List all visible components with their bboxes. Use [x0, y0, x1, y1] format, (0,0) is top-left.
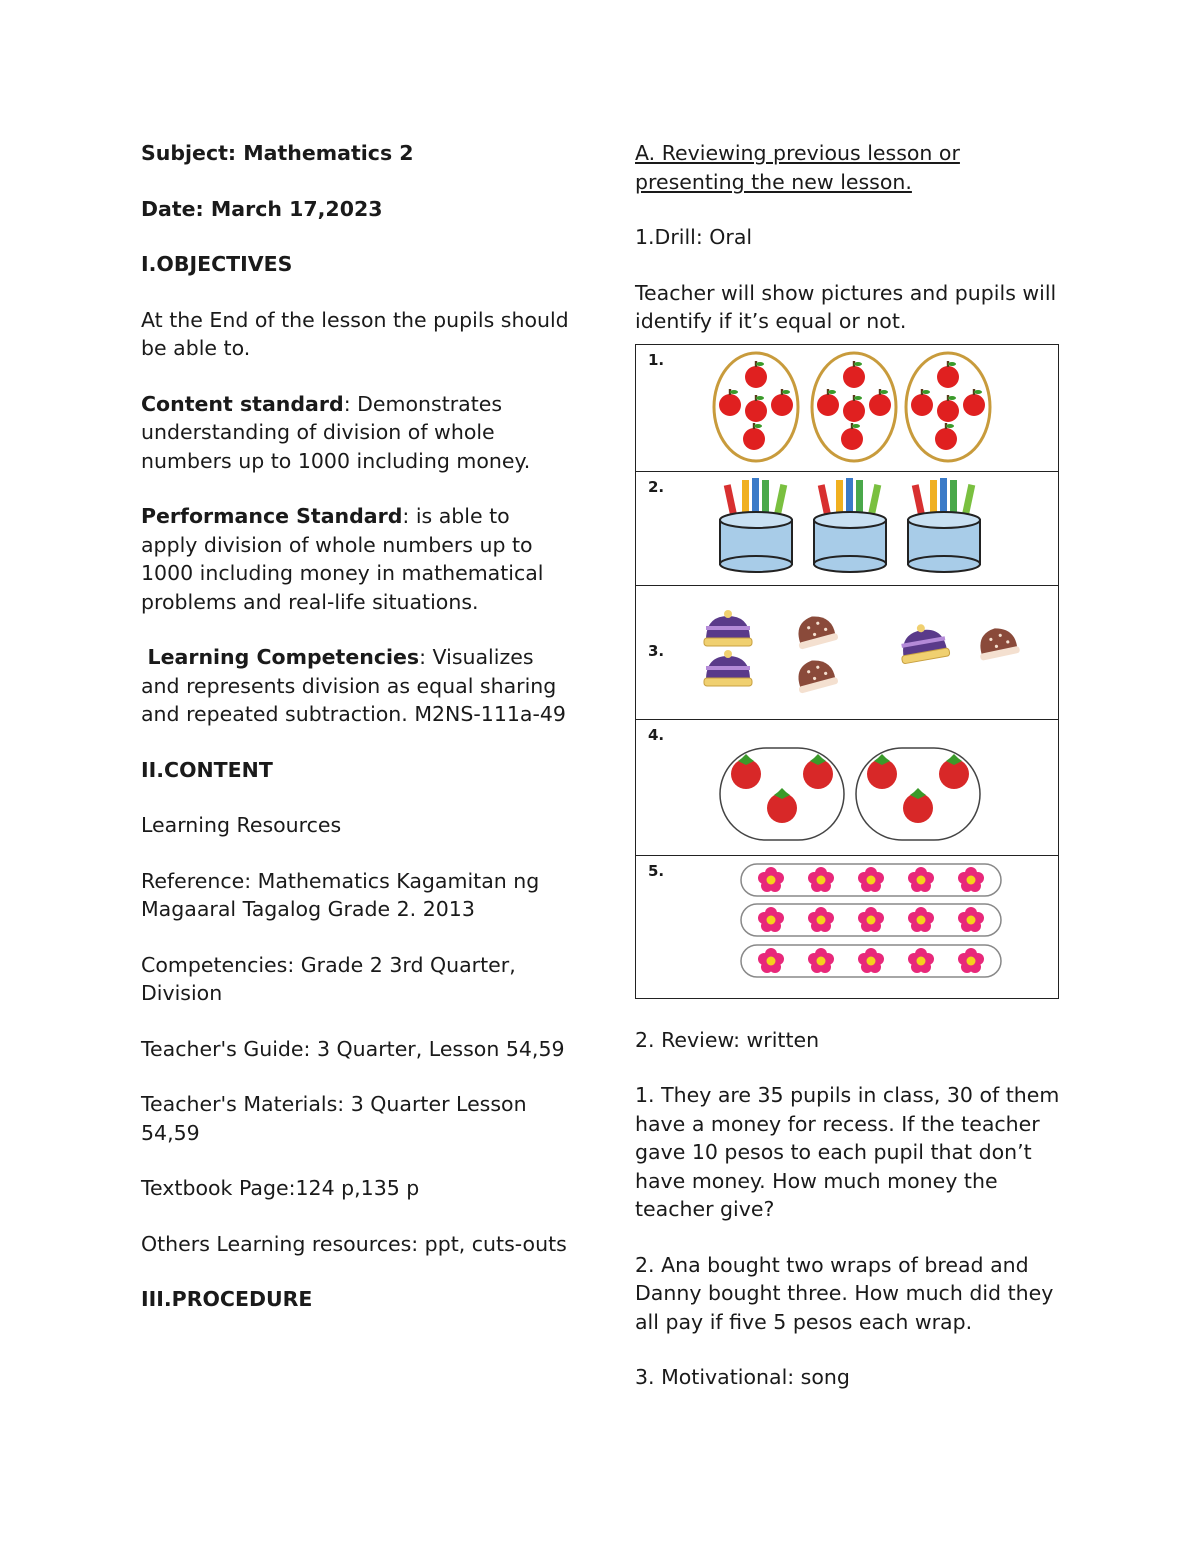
apples-in-groups-icon: [636, 345, 1056, 471]
table-row: [636, 719, 1059, 855]
drill-line: 1.Drill: Oral: [635, 225, 753, 249]
flower-row: [741, 945, 1001, 977]
row-number: 2.: [648, 477, 665, 496]
hat-group: [975, 624, 1020, 661]
row-number: 4.: [648, 725, 665, 744]
tomatoes-in-groups-icon: [636, 720, 1056, 855]
teachers-guide: Teacher's Guide: 3 Quarter, Lesson 54,59: [141, 1036, 565, 1061]
table-row: [636, 585, 1059, 719]
date-line: Date: March 17,2023: [141, 196, 383, 221]
subject-line: Subject: Mathematics 2: [141, 141, 414, 165]
competencies: Competencies: Grade 2 3rd Quarter, Division: [141, 952, 516, 1005]
learning-resources: Learning Resources: [141, 813, 342, 837]
content-heading: II.CONTENT: [141, 757, 273, 782]
apple-group: [812, 353, 896, 461]
tomato-group: [720, 748, 844, 840]
objectives-heading: I.OBJECTIVES: [141, 252, 293, 276]
flower-row: [741, 864, 1001, 896]
tomato-group: [856, 748, 980, 840]
hat-group: [704, 610, 752, 686]
hat-group: [793, 611, 839, 693]
procedure-heading: III.PROCEDURE: [141, 1287, 313, 1311]
learning-competencies: [141, 643, 571, 729]
learning-competencies-text: : Visualizes and represents division as equal sharing and repeated subtraction. M2NS-111a-49: [141, 645, 566, 726]
teachers-materials: Teacher's Materials: 3 Quarter Lesson 54,59: [141, 1092, 527, 1145]
learning-competencies-label: Learning Competencies: [147, 645, 420, 669]
table-row: [636, 855, 1059, 998]
pencil-cups-icon: [636, 472, 1056, 585]
hat-group: [897, 620, 951, 664]
content-standard-label: Content standard: [141, 391, 344, 416]
problem-1: 1. They are 35 pupils in class, 30 of them have a money for recess. If the teacher gave 10 pesos to each pupil that don’t have money. How much money the teacher give?: [635, 1083, 1060, 1221]
other-resources: Others Learning resources: ppt, cuts-outs: [141, 1231, 567, 1256]
content-standard: [141, 390, 571, 476]
apple-group: [906, 353, 990, 461]
section-a-heading: A. Reviewing previous lesson or presenting the new lesson.: [635, 141, 960, 194]
pencil-cup: [720, 478, 792, 572]
objectives-intro: At the End of the lesson the pupils should be able to.: [141, 307, 569, 360]
row-number: 1.: [648, 350, 665, 369]
row-number: 5.: [648, 861, 665, 880]
pencil-cup: [814, 478, 886, 572]
motivational-line: 3. Motivational: song: [635, 1365, 850, 1389]
performance-standard-text: : is able to apply division of whole numbers up to 1000 including money in mathematical problems and real-life situations.: [141, 504, 544, 614]
performance-standard-label: Performance Standard: [141, 504, 403, 528]
picture-table: [635, 344, 1059, 999]
table-row: [636, 344, 1059, 471]
table-row: [636, 471, 1059, 585]
winter-hats-icon: [636, 586, 1056, 719]
right-column: [635, 139, 1065, 1419]
left-column: [141, 139, 571, 1341]
textbook-page: Textbook Page:124 p,135 p: [141, 1176, 420, 1200]
performance-standard: [141, 502, 571, 616]
flower-row: [741, 904, 1001, 936]
reference: Reference: Mathematics Kagamitan ng Magaaral Tagalog Grade 2. 2013: [141, 868, 540, 921]
drill-instruction: Teacher will show pictures and pupils will identify if it’s equal or not.: [635, 280, 1057, 333]
problem-2: 2. Ana bought two wraps of bread and Danny bought three. How much did they all pay if five 5 pesos each wrap.: [635, 1252, 1054, 1334]
content-standard-text: : Demonstrates understanding of division of whole numbers up to 1000 including money.: [141, 391, 531, 473]
flower-rows-icon: [636, 856, 1056, 998]
apple-group: [714, 353, 798, 461]
row-number: 3.: [648, 641, 665, 660]
pencil-cup: [908, 478, 980, 572]
review-line: 2. Review: written: [635, 1027, 820, 1052]
